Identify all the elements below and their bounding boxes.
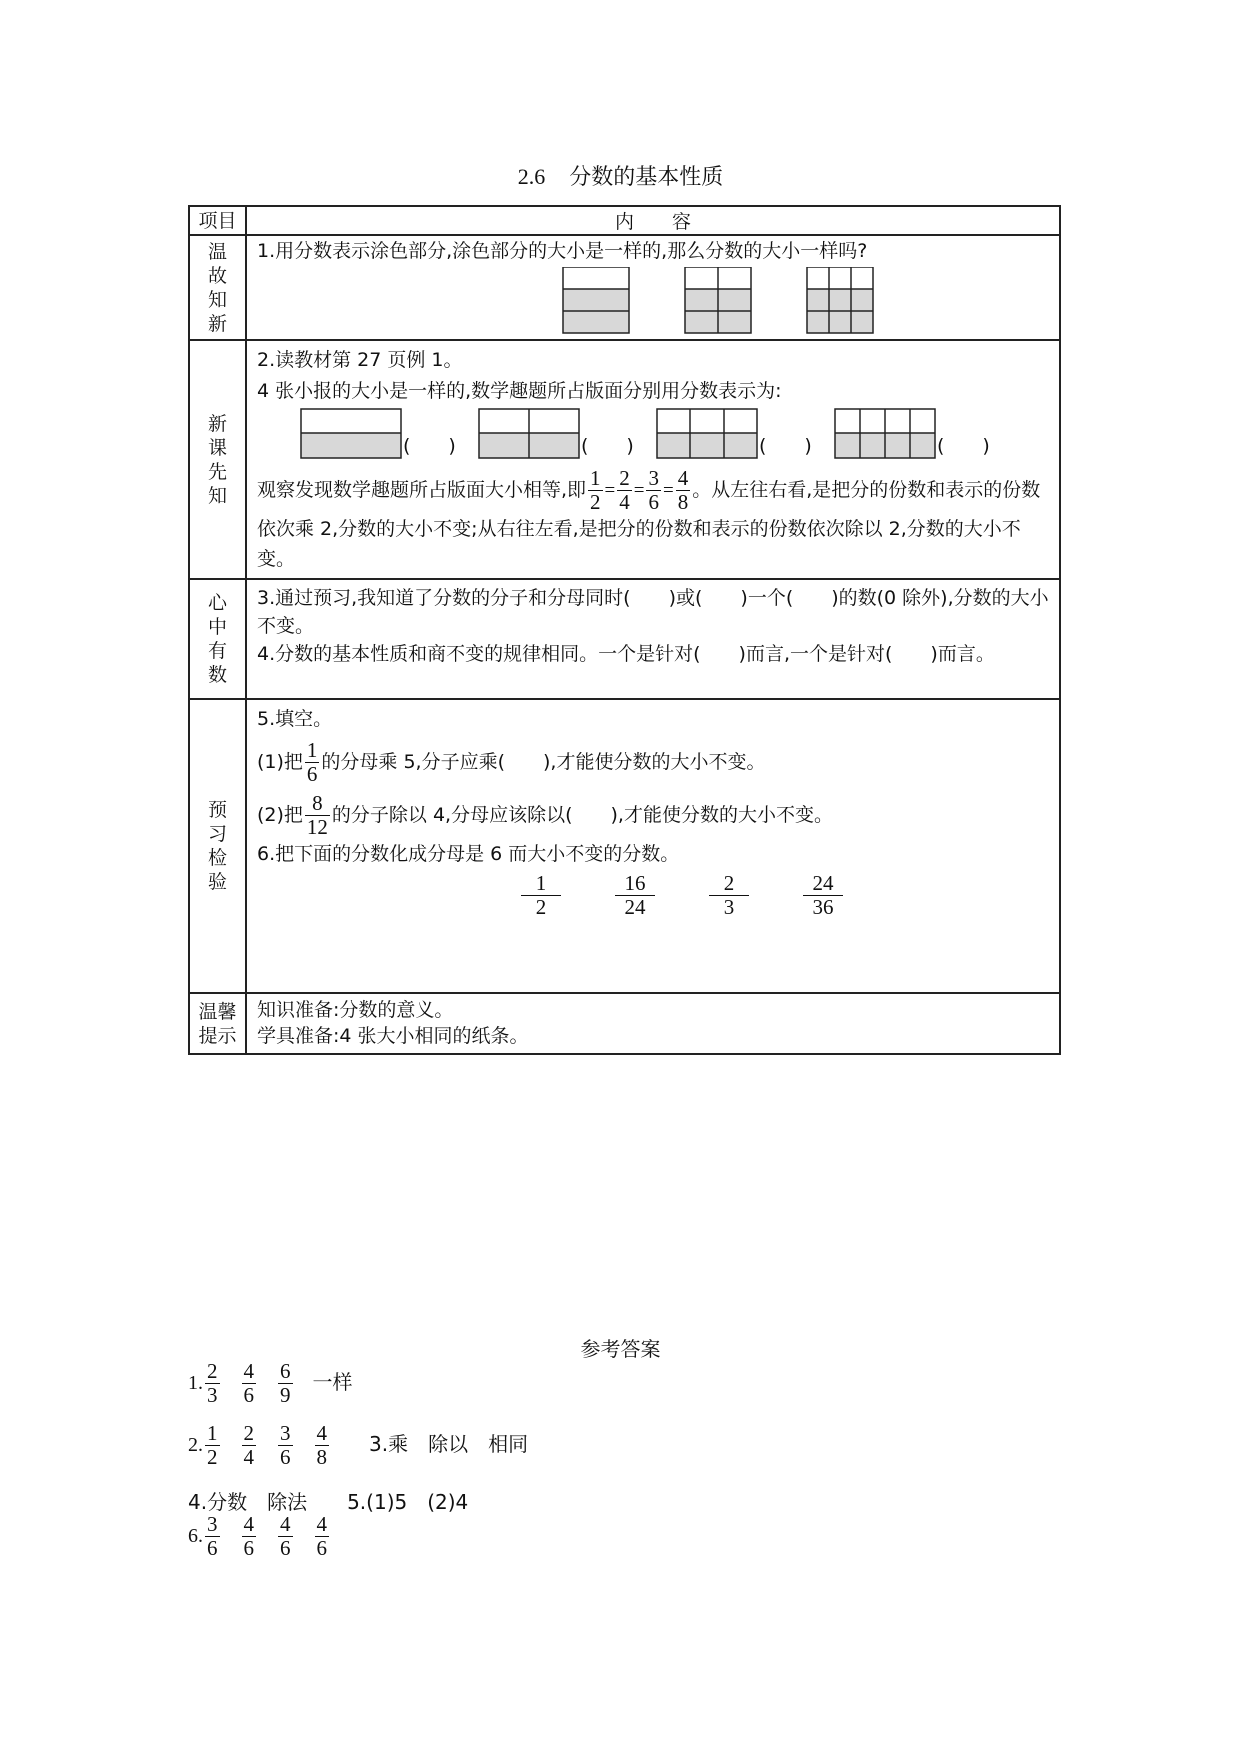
- frac-2-3: $\frac{2}{3}$: [709, 872, 749, 919]
- ans-frac: $\frac{1}{2}$: [207, 1421, 218, 1469]
- row-tips: [189, 993, 1060, 1054]
- ans-frac: $\frac{6}{9}$: [280, 1359, 291, 1407]
- study-table: [188, 205, 1061, 1055]
- label-check: 预习检验: [207, 799, 227, 893]
- ans-frac: $\frac{4}{6}$: [280, 1512, 291, 1560]
- figure-halves-b: [685, 267, 751, 333]
- header-row: [189, 206, 1060, 235]
- q4-text: 4.分数的基本性质和商不变的规律相同。一个是针对( )而言,一个是针对( )而言。: [257, 643, 995, 665]
- blank-2[interactable]: ( ): [581, 435, 634, 457]
- q6-fracs: [257, 872, 1049, 919]
- frac-3-6: $\frac{3}{6}$: [648, 466, 659, 514]
- ans-frac: $\frac{2}{4}$: [243, 1421, 254, 1469]
- q1-figures: [257, 267, 1117, 335]
- q6-text: 6.把下面的分数化成分母是 6 而大小不变的分数。: [257, 843, 680, 865]
- figure-halves-c: [807, 267, 873, 333]
- answer-4-5: 4.分数 除法 5.(1)5 (2)4: [188, 1490, 469, 1514]
- answers-title: 参考答案: [580, 1337, 661, 1361]
- figure-halves-a: [563, 267, 629, 333]
- frac-1-2: $\frac{1}{2}$: [590, 466, 601, 514]
- row-preview: [189, 340, 1060, 579]
- frac-8-12: $\frac{8}{12}$: [306, 791, 328, 839]
- tip-tools: 学具准备:4 张大小相同的纸条。: [257, 1025, 529, 1047]
- header-item: 项目: [189, 206, 246, 235]
- page-title: [0, 160, 1241, 191]
- label-review: 温故知新: [207, 240, 227, 335]
- row-check: [189, 699, 1060, 993]
- observation: 观察发现数学趣题所占版面大小相等,即 $\frac{1}{2}$ = $\frac{2}{4}$ = $\frac{3}{6}$ = $\frac{4}{8}$ 。从左往右看,是把分的份数和表示的份数依次乘 2,分数的大小不变;从右往左看,是把分的份数和表示的份数依次除以 2,分数的大小不变。: [257, 466, 1041, 570]
- header-content: 内 容: [246, 206, 1060, 235]
- frac-1-2: $\frac{1}{2}$: [521, 872, 561, 919]
- frac-24-36: $\frac{24}{36}$: [803, 872, 843, 919]
- label-preview: 新课先知: [207, 412, 227, 507]
- ans-frac: $\frac{4}{8}$: [316, 1421, 327, 1469]
- q3-text: 3.通过预习,我知道了分数的分子和分母同时( )或( )一个( )的数(0 除外),分数的大小不变。: [257, 587, 1049, 637]
- section-title: 分数的基本性质: [569, 165, 724, 190]
- q1-text: 1.用分数表示涂色部分,涂色部分的大小是一样的,那么分数的大小一样吗?: [257, 240, 868, 262]
- tip-knowledge: 知识准备:分数的意义。: [257, 999, 454, 1021]
- row-review: [189, 235, 1060, 340]
- label-tips: 温馨提示: [198, 1000, 237, 1047]
- frac-1-6: $\frac{1}{6}$: [306, 738, 318, 786]
- row-insight: [189, 579, 1060, 699]
- frac-2-4: $\frac{2}{4}$: [619, 466, 630, 514]
- ans-frac: $\frac{3}{6}$: [207, 1512, 218, 1560]
- ans-frac: $\frac{4}{6}$: [243, 1512, 254, 1560]
- q5-1: (1)把 $\frac{1}{6}$ 的分母乘 5,分子应乘( ),才能使分数的大小不变。: [257, 738, 766, 786]
- frac-16-24: $\frac{16}{24}$: [615, 872, 655, 919]
- blank-3[interactable]: ( ): [759, 435, 812, 457]
- answer-1: 1. $\frac{2}{3}$ $\frac{4}{6}$ $\frac{6}{9}$ 一样: [188, 1359, 353, 1407]
- blank-1[interactable]: ( ): [403, 435, 456, 457]
- section-number: 2.6: [517, 164, 546, 189]
- newspaper-figures: [257, 407, 1049, 467]
- blank-4[interactable]: ( ): [937, 435, 990, 457]
- q5-title: 5.填空。: [257, 708, 333, 730]
- q2-line2: 4 张小报的大小是一样的,数学趣题所占版面分别用分数表示为:: [257, 380, 782, 402]
- ans-frac: $\frac{4}{6}$: [316, 1512, 327, 1560]
- ans-frac: $\frac{3}{6}$: [280, 1421, 291, 1469]
- q5-2: (2)把 $\frac{8}{12}$ 的分子除以 4,分母应该除以( ),才能使分数的大小不变。: [257, 791, 833, 839]
- ans-frac: $\frac{2}{3}$: [207, 1359, 218, 1407]
- answer-6: 6. $\frac{3}{6}$ $\frac{4}{6}$ $\frac{4}{6}$ $\frac{4}{6}$: [188, 1512, 327, 1560]
- frac-4-8: $\frac{4}{8}$: [677, 466, 689, 514]
- q2-line1: 2.读教材第 27 页例 1。: [257, 349, 463, 371]
- answer-2: 2. $\frac{1}{2}$ $\frac{2}{4}$ $\frac{3}{6}$ $\frac{4}{8}$ 3.乘 除以 相同: [188, 1421, 529, 1469]
- label-insight: 心中有数: [207, 592, 227, 686]
- ans-frac: $\frac{4}{6}$: [243, 1359, 254, 1407]
